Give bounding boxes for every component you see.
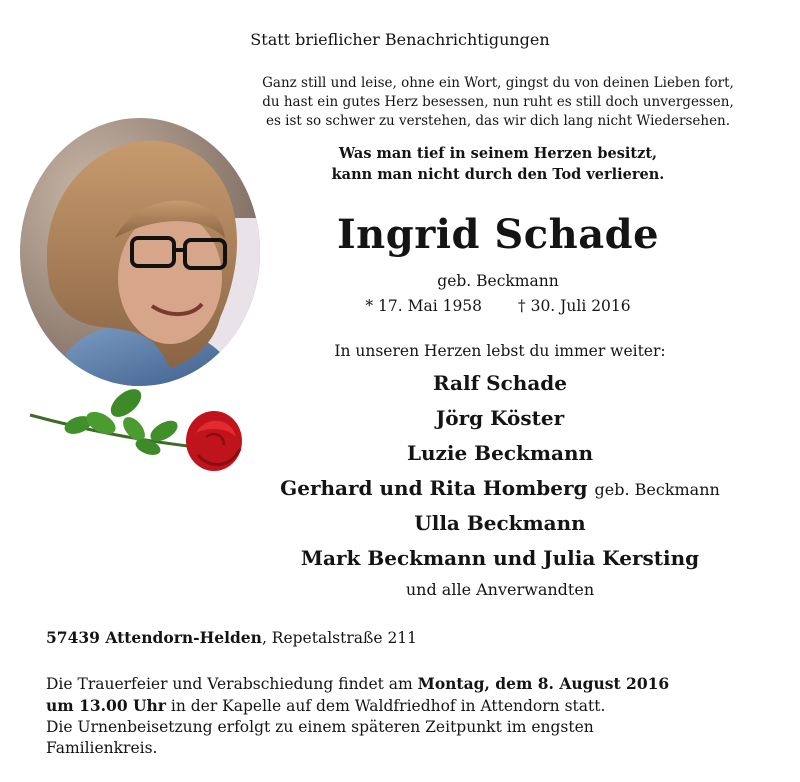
mourner-name: Mark Beckmann und Julia Kersting — [300, 546, 700, 570]
service-line: Familienkreis. — [46, 739, 158, 757]
mourner-name: Gerhard und Rita Homberg geb. Beckmann — [280, 476, 720, 500]
address-city: 57439 Attendorn-Helden — [46, 628, 262, 647]
mourners-intro: In unseren Herzen lebst du immer weiter: — [334, 342, 666, 360]
service-line: Die Trauerfeier und Verabschiedung findet am Montag, dem 8. August 2016 — [46, 674, 670, 693]
birth-date: * 17. Mai 1958 — [365, 297, 483, 315]
death-date: † 30. Juli 2016 — [517, 297, 631, 315]
mourner-name: Ralf Schade — [432, 371, 568, 395]
red-rose-icon — [26, 385, 252, 485]
deceased-name: Ingrid Schade — [336, 211, 660, 258]
service-line: um 13.00 Uhr in der Kapelle auf dem Waldfriedhof in Attendorn statt. — [46, 696, 606, 715]
mourners-closing: und alle Anverwandten — [405, 580, 595, 599]
service-time: um 13.00 Uhr — [46, 696, 166, 715]
mourner-note: geb. Beckmann — [594, 480, 720, 499]
address — [46, 627, 766, 649]
service-line: Die Urnenbeisetzung erfolgt zu einem späteren Zeitpunkt im engsten — [46, 718, 594, 736]
header-line: Statt brieflicher Benachrichtigungen — [250, 30, 550, 49]
poem-line: es ist so schwer zu verstehen, das wir dich lang nicht Wiedersehen. — [265, 113, 731, 129]
address-street: , Repetalstraße 211 — [261, 629, 418, 647]
life-dates — [178, 297, 800, 315]
poem-line: du hast ein gutes Herz besessen, nun ruht es still doch unvergessen, — [262, 94, 734, 110]
mourner-name: Ulla Beckmann — [414, 511, 586, 535]
mourner-name: Jörg Köster — [435, 406, 565, 430]
motto-line: kann man nicht durch den Tod verlieren. — [331, 166, 665, 183]
portrait-photo — [20, 118, 260, 386]
motto-line: Was man tief in seinem Herzen besitzt, — [338, 145, 658, 162]
poem-line: Ganz still und leise, ohne ein Wort, gingst du von deinen Lieben fort, — [262, 75, 734, 91]
service-info — [46, 673, 766, 759]
mourner-name: Luzie Beckmann — [406, 441, 594, 465]
poem — [178, 74, 800, 131]
motto — [178, 143, 800, 185]
service-date: Montag, dem 8. August 2016 — [417, 674, 670, 693]
maiden-name: geb. Beckmann — [437, 272, 559, 290]
